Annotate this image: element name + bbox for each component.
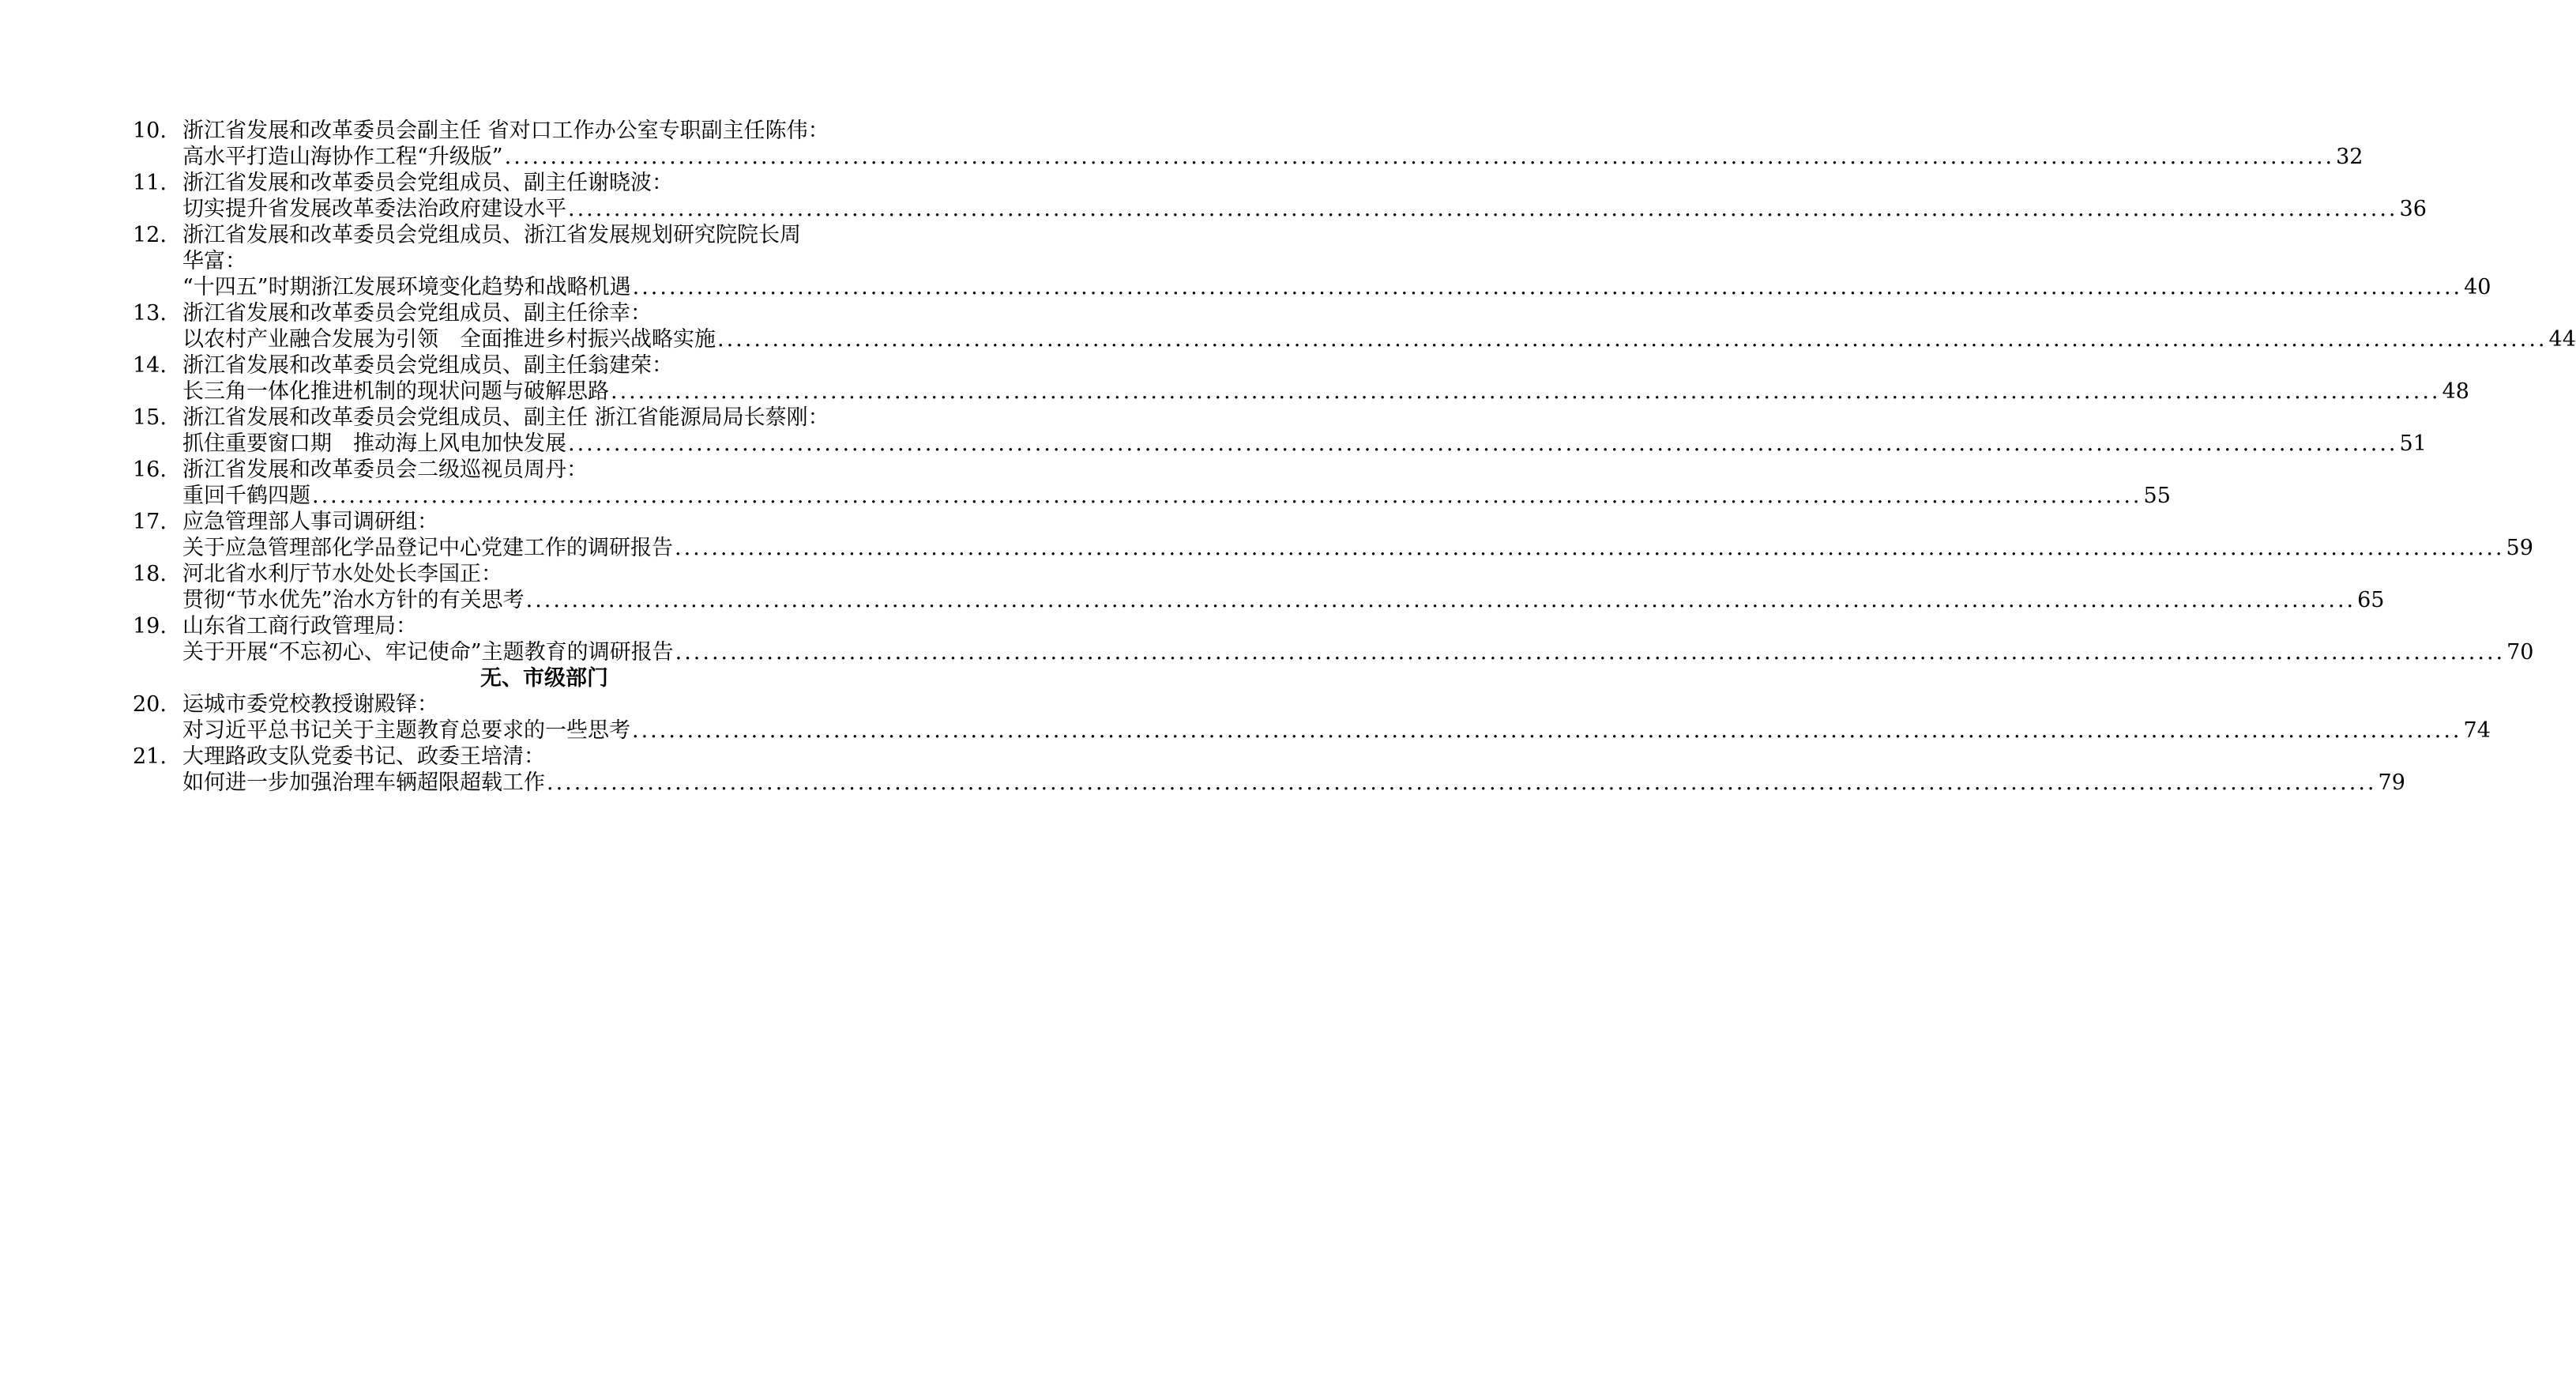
entry-title: 切实提升省发展改革委法治政府建设水平: [182, 197, 566, 221]
table-of-contents: [133, 118, 2576, 796]
dot-leader: ........................................................................................................................................................................................................: [547, 770, 2377, 795]
entry-number: 12.: [133, 223, 167, 247]
entry-page-number: 36: [2399, 197, 2427, 221]
toc-entry[interactable]: [133, 457, 2171, 509]
entry-page-number: 70: [2506, 640, 2534, 665]
toc-entry[interactable]: [133, 170, 2427, 222]
entry-number: 11.: [133, 171, 167, 195]
toc-entry[interactable]: [133, 352, 2469, 405]
entry-number: 13.: [133, 301, 167, 326]
entry-page-number: 40: [2464, 275, 2491, 299]
entry-author: 浙江省发展和改革委员会党组成员、浙江省发展规划研究院院长周: [182, 223, 801, 247]
entry-title: 高水平打造山海协作工程“升级版”: [182, 145, 503, 169]
entry-title: 如何进一步加强治理车辆超限超载工作: [182, 770, 545, 795]
dot-leader: ........................................................................................................................................................................................................: [632, 275, 2463, 299]
entry-title: 关于开展“不忘初心、牢记使命”主题教育的调研报告: [182, 640, 674, 665]
dot-leader: ........................................................................................................................................................................................................: [504, 145, 2335, 169]
dot-leader: ........................................................................................................................................................................................................: [568, 431, 2398, 456]
dot-leader: ........................................................................................................................................................................................................: [675, 640, 2506, 665]
dot-leader: ........................................................................................................................................................................................................: [632, 718, 2462, 743]
entry-number: 20.: [133, 692, 167, 717]
entry-author: 河北省水利厅节水处处长李国正：: [182, 562, 502, 586]
dot-leader: ........................................................................................................................................................................................................: [525, 588, 2356, 612]
entry-page-number: 74: [2463, 718, 2491, 743]
entry-author: 运城市委党校教授谢殿铎：: [182, 692, 438, 717]
entry-author-continued: 华富：: [182, 249, 246, 273]
entry-author: 大理路政支队党委书记、政委王培清：: [182, 744, 545, 769]
dot-leader: ........................................................................................................................................................................................................: [717, 327, 2548, 352]
entry-title: 关于应急管理部化学品登记中心党建工作的调研报告: [182, 536, 673, 560]
entry-number: 14.: [133, 353, 167, 378]
toc-entry[interactable]: [133, 613, 2534, 665]
entry-page-number: 44: [2548, 327, 2576, 352]
toc-entry[interactable]: [133, 561, 2385, 613]
entry-author: 应急管理部人事司调研组：: [182, 510, 438, 534]
dot-leader: ........................................................................................................................................................................................................: [312, 484, 2142, 508]
entry-title: 以农村产业融合发展为引领 全面推进乡村振兴战略实施: [182, 327, 716, 352]
toc-entry[interactable]: [133, 744, 2405, 796]
entry-title: 抓住重要窗口期 推动海上风电加快发展: [182, 431, 566, 456]
toc-entry[interactable]: [133, 118, 2364, 170]
toc-entry[interactable]: [133, 509, 2533, 561]
entry-number: 10.: [133, 119, 167, 143]
entry-page-number: 59: [2506, 536, 2533, 560]
dot-leader: ........................................................................................................................................................................................................: [675, 536, 2505, 560]
entry-page-number: 48: [2442, 379, 2469, 404]
entry-title: 重回千鹤四题: [182, 484, 310, 508]
entry-author: 浙江省发展和改革委员会党组成员、副主任翁建荣：: [182, 353, 673, 378]
toc-entry[interactable]: [133, 222, 2491, 300]
entry-page-number: 65: [2357, 588, 2385, 612]
entry-page-number: 51: [2399, 431, 2427, 456]
section-heading: 无、市级部门: [480, 666, 608, 691]
entry-title: 对习近平总书记关于主题教育总要求的一些思考: [182, 718, 630, 743]
entry-author: 浙江省发展和改革委员会二级巡视员周丹：: [182, 458, 588, 482]
entry-title: “十四五”时期浙江发展环境变化趋势和战略机遇: [182, 275, 631, 299]
entry-title: 长三角一体化推进机制的现状问题与破解思路: [182, 379, 609, 404]
toc-entry[interactable]: [133, 300, 2576, 352]
entry-author: 浙江省发展和改革委员会党组成员、副主任 浙江省能源局局长蔡刚：: [182, 405, 829, 430]
entry-number: 21.: [133, 744, 167, 769]
entry-number: 17.: [133, 510, 167, 534]
entry-author: 浙江省发展和改革委员会党组成员、副主任徐幸：: [182, 301, 652, 326]
entry-page-number: 32: [2336, 145, 2364, 169]
entry-page-number: 55: [2143, 484, 2171, 508]
toc-entry[interactable]: [133, 405, 2427, 457]
entry-author: 浙江省发展和改革委员会副主任 省对口工作办公室专职副主任陈伟：: [182, 119, 829, 143]
entry-number: 16.: [133, 458, 167, 482]
dot-leader: ........................................................................................................................................................................................................: [568, 197, 2398, 221]
entry-author: 浙江省发展和改革委员会党组成员、副主任谢晓波：: [182, 171, 673, 195]
entry-author: 山东省工商行政管理局：: [182, 614, 417, 638]
toc-entry[interactable]: [133, 691, 2491, 744]
entry-number: 18.: [133, 562, 167, 586]
entry-number: 19.: [133, 614, 167, 638]
entry-page-number: 79: [2378, 770, 2405, 795]
dot-leader: ........................................................................................................................................................................................................: [611, 379, 2441, 404]
entry-title: 贯彻“节水优先”治水方针的有关思考: [182, 588, 525, 612]
entry-number: 15.: [133, 405, 167, 430]
